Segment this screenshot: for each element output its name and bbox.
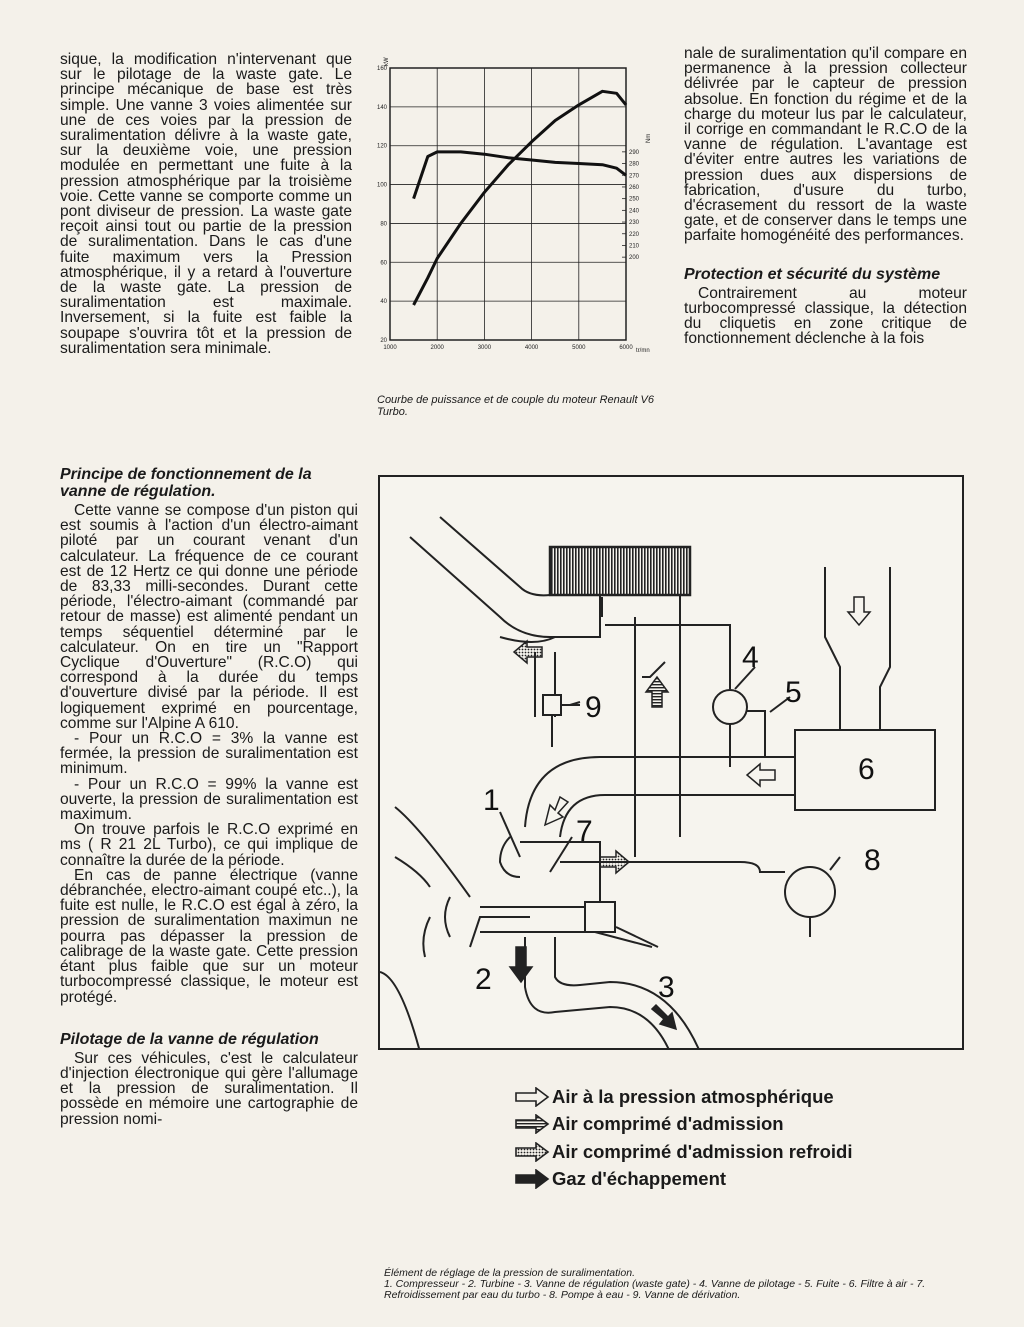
chart-lines: [414, 91, 626, 305]
y-tick-right: 280: [629, 161, 640, 168]
outline-arrow-icon: [848, 597, 870, 625]
waste-gate: [585, 902, 615, 932]
callout-5: 5: [785, 676, 802, 709]
x-tick: 2000: [430, 345, 444, 351]
y-tick-left: 40: [380, 299, 387, 306]
x-tick: 3000: [477, 345, 492, 351]
outline-arrow-icon: [514, 1087, 550, 1107]
power-torque-chart: [368, 48, 668, 388]
body-paragraph: - Pour un R.C.O = 99% la vanne est ouverte, la pression de suralimentation est maximum.: [60, 775, 358, 824]
y-tick-right: 290: [629, 149, 640, 156]
chart-ticks: [377, 66, 640, 351]
body-paragraph: sique, la modification n'intervenant que sur le pilotage de la waste gate. Le principe mécanique de base est très simple. Une vanne 3 voies alimentée sur une de ces voies par la pression de suralimentation délivre à la waste gate, sur la deuxième voie, une pression modulée en permettant une fuite à la pression atmosphérique par la troisième voie. Cette vanne se comporte comme un pont diviseur de pression. La waste gate reçoit ainsi tout ou partie de la pression de suralimentation. Dans le cas d'une fuite maximum vers la Pression atmosphérique, il y a retard à l'ouverture de la waste gate. La pression de suralimentation est maximale. Inversement, si la fuite est faible la soupape s'ouvrira tôt et la pression de suralimentation sera minimale.: [60, 51, 352, 357]
y-tick-right: 220: [629, 231, 640, 238]
callout-6: 6: [858, 753, 875, 786]
legend-label: Air comprimé d'admission: [552, 1113, 784, 1135]
diagram-caption-title: Élément de réglage de la pression de suralimentation.: [384, 1267, 635, 1279]
callout-8: 8: [864, 844, 881, 877]
body-paragraph: - Pour un R.C.O = 3% la vanne est fermée, la pression de suralimentation est minimum.: [60, 730, 358, 778]
callout-3: 3: [658, 971, 675, 1004]
chart-grid: [390, 68, 626, 340]
intake-pipe-inner: [440, 517, 550, 595]
x-tick: 6000: [619, 345, 633, 351]
callout-9: 9: [585, 691, 602, 724]
turbo-regulation-diagram: [380, 477, 964, 1050]
solid-arrow-icon: [514, 1169, 550, 1189]
left-column-bottom: [60, 466, 358, 1127]
body-paragraph: nale de suralimentation qu'il compare en permanence à la pression collecteur délivrée par le capteur de pression absolue. En fonction du régime et de la charge du moteur lus par le calculateur, il corrige en commandant le R.C.O de la vanne de régulation. L'avantage est d'éviter entre autres les variations de pression dues aux dispersions de fabrication, d'usure du turbo, d'écrasement du ressort de la waste gate, et de conserver dans le temps une parfaite homogénéité des performances.: [684, 45, 967, 245]
striped-arrow-icon: [646, 677, 668, 707]
y-axis-label-right: Nm: [646, 133, 652, 143]
y-tick-left: 60: [380, 260, 387, 267]
section-heading: Pilotage de la vanne de régulation: [60, 1030, 319, 1048]
y-tick-right: 210: [629, 243, 640, 250]
dotted-arrow-icon: [514, 1142, 550, 1162]
section-heading: Protection et sécurité du système: [684, 265, 941, 283]
callout-1: 1: [483, 784, 500, 817]
legend-label: Air à la pression atmosphérique: [552, 1085, 834, 1107]
torque-curve: [414, 152, 626, 199]
dotted-arrow-icon: [514, 641, 542, 663]
y-tick-left: 160: [376, 66, 387, 72]
chart-frame: [390, 68, 626, 340]
bypass-valve: [543, 695, 561, 715]
y-tick-right: 260: [629, 184, 640, 191]
legend-label: Air comprimé d'admission refroidi: [552, 1140, 853, 1162]
left-column-top: [60, 52, 352, 356]
chart-caption: Courbe de puissance et de couple du moteur Renault V6 Turbo.: [377, 394, 655, 418]
legend-item: [514, 1166, 954, 1194]
outline-arrow-icon: [747, 764, 775, 786]
y-tick-right: 230: [629, 220, 640, 227]
y-tick-left: 140: [376, 104, 387, 111]
x-tick: 1000: [383, 345, 397, 351]
body-paragraph: Sur ces véhicules, c'est le calculateur d'injection électronique qui gère l'allumage et la pression de suralimentation. Il possède en mémoire une cartographie de pression nomi-: [60, 1049, 358, 1128]
callout-2: 2: [475, 963, 492, 996]
legend-item: [514, 1138, 954, 1166]
x-tick: 4000: [524, 345, 539, 351]
legend-item: [514, 1083, 954, 1111]
diagram-frame: [378, 475, 964, 1050]
diagram-caption: [384, 1268, 974, 1301]
x-axis-label: tr/mn: [636, 348, 650, 354]
legend-item: [514, 1111, 954, 1139]
water-pump: [785, 867, 835, 917]
body-paragraph: En cas de panne électrique (vanne débranchée, electro-aimant coupé etc..), la fuite est nulle, le R.C.O est égal à zéro, la pression de suralimentation maximun ne pourra pas dépasser la pression de calibrage de la waste gate. Cette pression étant plus faible que sur un moteur turbocompressé classique, le moteur est protégé.: [60, 866, 358, 1006]
body-paragraph: Cette vanne se compose d'un piston qui est soumis à l'action d'un électro-aimant piloté par un courant venant d'un calculateur. La fréquence de ce courant est de 12 Hertz ce qui donne une période de 83,33 milli-secondes. Durant cette période, l'électro-aimant (commandé par retour de masse) est alimenté pendant un temps séquentiel déterminé par le calculateur. On en tire un "Rapport Cyclique d'Ouverture" (R.C.O) qui correspond à la durée du temps d'ouverture divisé par la période. Il est logiquement exprimé en pourcentage, comme sur l'Alpine A 610.: [60, 502, 358, 732]
diagram-legend: [514, 1083, 954, 1193]
body-paragraph: On trouve parfois le R.C.O exprimé en ms ( R 21 2L Turbo), ce qui implique de connaître la durée de la période.: [60, 821, 358, 869]
y-tick-right: 200: [629, 255, 640, 262]
y-tick-left: 80: [380, 221, 387, 228]
right-column-top: [684, 46, 967, 346]
y-tick-right: 270: [629, 173, 640, 180]
body-paragraph: Contrairement au moteur turbocompressé classique, la détection du cliquetis en zone critique de fonctionnement déclenche à la fois: [684, 284, 967, 348]
legend-label: Gaz d'échappement: [552, 1168, 727, 1190]
callout-4: 4: [742, 641, 759, 674]
y-axis-label-left: kW: [384, 57, 390, 66]
section-heading: Principe de fonctionnement de la vanne de régulation.: [60, 466, 312, 500]
y-tick-right: 250: [629, 196, 640, 203]
y-tick-left: 100: [376, 182, 387, 189]
callout-7: 7: [576, 815, 593, 848]
power-curve: [414, 91, 626, 305]
solid-arrow-icon: [510, 947, 532, 982]
intercooler: [550, 547, 690, 595]
striped-arrow-icon: [514, 1114, 550, 1134]
y-tick-left: 120: [376, 143, 387, 150]
y-tick-left: 20: [380, 338, 387, 344]
diagram-caption-items: 1. Compresseur - 2. Turbine - 3. Vanne de régulation (waste gate) - 4. Vanne de pilotage - 5. Fuite - 6. Filtre à air - 7. Refroidissement par eau du turbo - 8. Pompe à eau - 9. Vanne de dérivation.: [384, 1278, 926, 1301]
dotted-arrow-icon: [600, 851, 629, 873]
y-tick-right: 240: [629, 208, 640, 215]
x-tick: 5000: [572, 345, 586, 351]
control-valve: [713, 690, 747, 724]
